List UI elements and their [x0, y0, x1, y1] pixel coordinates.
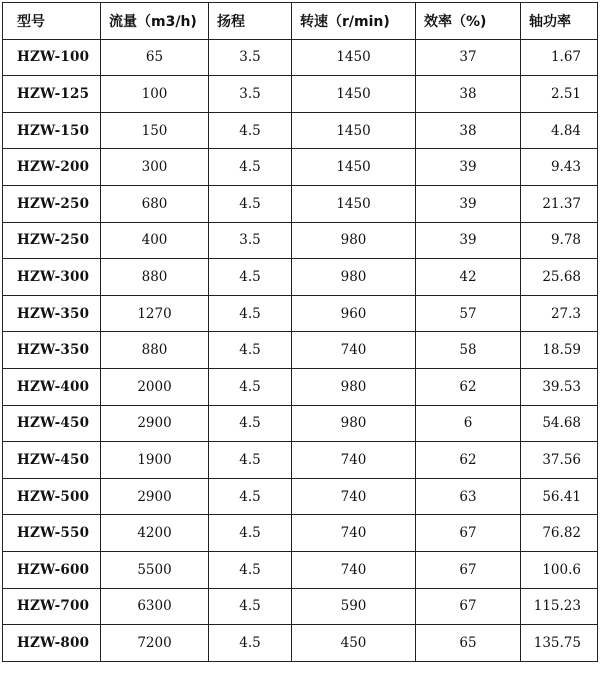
table-body: [3, 39, 598, 661]
cell-flow-rate: 880: [101, 332, 209, 369]
cell-shaft-power: 1.67: [521, 39, 598, 76]
cell-model: HZW-100: [3, 39, 101, 76]
cell-speed: 960: [292, 295, 416, 332]
cell-shaft-power: 2.51: [521, 76, 598, 113]
cell-speed: 1450: [292, 76, 416, 113]
cell-model: HZW-350: [3, 332, 101, 369]
cell-shaft-power: 25.68: [521, 259, 598, 296]
cell-shaft-power: 18.59: [521, 332, 598, 369]
cell-shaft-power: 135.75: [521, 625, 598, 662]
table-header-row: [3, 3, 598, 40]
cell-shaft-power: 76.82: [521, 515, 598, 552]
cell-flow-rate: 1900: [101, 442, 209, 479]
cell-shaft-power: 21.37: [521, 185, 598, 222]
cell-flow-rate: 2000: [101, 368, 209, 405]
cell-head: 4.5: [209, 185, 292, 222]
table-row: [3, 185, 598, 222]
table-row: [3, 295, 598, 332]
cell-shaft-power: 4.84: [521, 112, 598, 149]
cell-head: 4.5: [209, 551, 292, 588]
table-row: [3, 478, 598, 515]
cell-shaft-power: 9.78: [521, 222, 598, 259]
cell-efficiency: 67: [416, 515, 521, 552]
cell-model: HZW-350: [3, 295, 101, 332]
cell-shaft-power: 115.23: [521, 588, 598, 625]
header-speed: 转速（r/min): [292, 3, 416, 40]
cell-model: HZW-450: [3, 442, 101, 479]
cell-efficiency: 38: [416, 112, 521, 149]
cell-flow-rate: 1270: [101, 295, 209, 332]
cell-model: HZW-300: [3, 259, 101, 296]
cell-speed: 1450: [292, 185, 416, 222]
table-row: [3, 332, 598, 369]
cell-head: 4.5: [209, 478, 292, 515]
cell-efficiency: 57: [416, 295, 521, 332]
cell-flow-rate: 300: [101, 149, 209, 186]
cell-head: 4.5: [209, 442, 292, 479]
header-shaft-power: 轴功率: [521, 3, 598, 40]
cell-model: HZW-400: [3, 368, 101, 405]
cell-model: HZW-600: [3, 551, 101, 588]
cell-flow-rate: 100: [101, 76, 209, 113]
table-row: [3, 588, 598, 625]
cell-speed: 740: [292, 442, 416, 479]
cell-efficiency: 39: [416, 222, 521, 259]
cell-head: 4.5: [209, 149, 292, 186]
cell-flow-rate: 2900: [101, 405, 209, 442]
table-row: [3, 222, 598, 259]
cell-head: 4.5: [209, 515, 292, 552]
cell-efficiency: 38: [416, 76, 521, 113]
cell-model: HZW-700: [3, 588, 101, 625]
cell-head: 3.5: [209, 222, 292, 259]
cell-flow-rate: 680: [101, 185, 209, 222]
cell-model: HZW-800: [3, 625, 101, 662]
cell-efficiency: 63: [416, 478, 521, 515]
cell-head: 4.5: [209, 588, 292, 625]
cell-speed: 740: [292, 478, 416, 515]
table-row: [3, 515, 598, 552]
cell-efficiency: 6: [416, 405, 521, 442]
header-head: 扬程: [209, 3, 292, 40]
cell-head: 4.5: [209, 368, 292, 405]
table-row: [3, 442, 598, 479]
header-flow-rate: 流量（m3/h): [101, 3, 209, 40]
cell-shaft-power: 56.41: [521, 478, 598, 515]
cell-model: HZW-150: [3, 112, 101, 149]
cell-head: 4.5: [209, 625, 292, 662]
table-row: [3, 112, 598, 149]
table-row: [3, 39, 598, 76]
cell-speed: 450: [292, 625, 416, 662]
cell-speed: 980: [292, 259, 416, 296]
cell-shaft-power: 37.56: [521, 442, 598, 479]
cell-efficiency: 62: [416, 442, 521, 479]
table-row: [3, 76, 598, 113]
cell-shaft-power: 9.43: [521, 149, 598, 186]
cell-flow-rate: 4200: [101, 515, 209, 552]
cell-head: 4.5: [209, 112, 292, 149]
cell-model: HZW-250: [3, 222, 101, 259]
cell-flow-rate: 880: [101, 259, 209, 296]
cell-efficiency: 42: [416, 259, 521, 296]
cell-efficiency: 67: [416, 588, 521, 625]
cell-efficiency: 67: [416, 551, 521, 588]
cell-model: HZW-200: [3, 149, 101, 186]
table-row: [3, 625, 598, 662]
pump-spec-table: [2, 2, 598, 662]
table-row: [3, 551, 598, 588]
cell-speed: 1450: [292, 39, 416, 76]
cell-speed: 980: [292, 222, 416, 259]
cell-flow-rate: 5500: [101, 551, 209, 588]
cell-efficiency: 39: [416, 185, 521, 222]
cell-shaft-power: 100.6: [521, 551, 598, 588]
cell-speed: 1450: [292, 112, 416, 149]
header-efficiency: 效率（%): [416, 3, 521, 40]
cell-head: 4.5: [209, 332, 292, 369]
cell-speed: 740: [292, 332, 416, 369]
cell-model: HZW-500: [3, 478, 101, 515]
table-row: [3, 149, 598, 186]
cell-head: 4.5: [209, 295, 292, 332]
cell-flow-rate: 2900: [101, 478, 209, 515]
cell-model: HZW-550: [3, 515, 101, 552]
cell-efficiency: 65: [416, 625, 521, 662]
cell-speed: 740: [292, 551, 416, 588]
cell-model: HZW-450: [3, 405, 101, 442]
cell-flow-rate: 400: [101, 222, 209, 259]
cell-efficiency: 39: [416, 149, 521, 186]
cell-model: HZW-125: [3, 76, 101, 113]
cell-flow-rate: 7200: [101, 625, 209, 662]
cell-speed: 980: [292, 405, 416, 442]
cell-efficiency: 62: [416, 368, 521, 405]
cell-efficiency: 58: [416, 332, 521, 369]
cell-speed: 590: [292, 588, 416, 625]
cell-speed: 740: [292, 515, 416, 552]
cell-shaft-power: 39.53: [521, 368, 598, 405]
table-row: [3, 259, 598, 296]
cell-shaft-power: 27.3: [521, 295, 598, 332]
cell-flow-rate: 150: [101, 112, 209, 149]
cell-head: 4.5: [209, 405, 292, 442]
table-row: [3, 405, 598, 442]
cell-model: HZW-250: [3, 185, 101, 222]
cell-flow-rate: 6300: [101, 588, 209, 625]
cell-head: 3.5: [209, 39, 292, 76]
cell-flow-rate: 65: [101, 39, 209, 76]
cell-efficiency: 37: [416, 39, 521, 76]
cell-speed: 1450: [292, 149, 416, 186]
cell-head: 3.5: [209, 76, 292, 113]
cell-shaft-power: 54.68: [521, 405, 598, 442]
header-model: 型号: [3, 3, 101, 40]
cell-head: 4.5: [209, 259, 292, 296]
spec-table-container: [2, 2, 598, 662]
cell-speed: 980: [292, 368, 416, 405]
table-row: [3, 368, 598, 405]
